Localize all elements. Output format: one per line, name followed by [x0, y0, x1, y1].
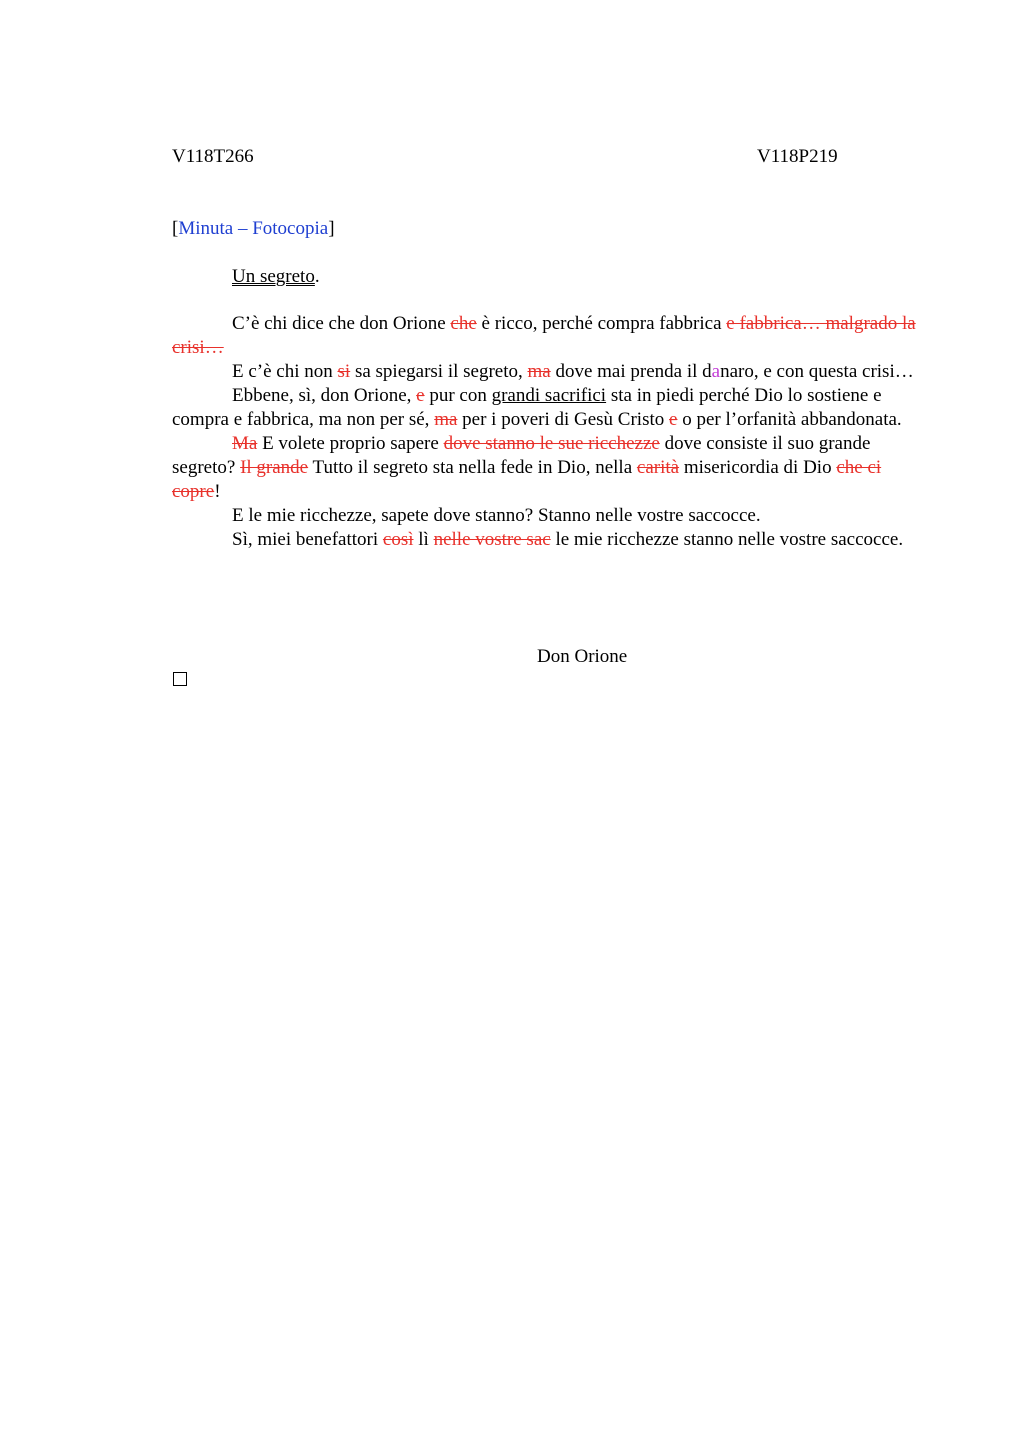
code-right: V118P219	[757, 146, 838, 167]
letter-body	[172, 312, 930, 552]
source-bracket-open: [	[172, 218, 179, 239]
paragraph-3	[172, 384, 930, 432]
deleted-text: Ma	[232, 433, 258, 454]
text-run: naro, e con questa crisi…	[720, 361, 914, 382]
text-run: sta in piedi perché Dio lo sostiene e compra e fabbrica, ma non per sé,	[172, 385, 882, 430]
deleted-text: che	[450, 313, 477, 334]
deleted-text: carità	[636, 457, 680, 478]
text-run: C’è chi dice che don Orione	[232, 313, 451, 334]
paragraph-5	[172, 504, 930, 528]
deleted-text: si	[337, 361, 351, 382]
deleted-text: ma	[434, 409, 458, 430]
text-run: o per l’orfanità abbandonata.	[677, 409, 902, 430]
text-run: dove consiste il suo grande segreto?	[172, 433, 871, 478]
text-run: !	[214, 481, 221, 502]
text-run: Ebbene, sì, don Orione,	[232, 385, 417, 406]
deleted-text: e	[416, 385, 425, 406]
signature: Don Orione	[537, 646, 628, 667]
deleted-text: e fabbrica… malgrado la crisi…	[172, 313, 916, 358]
text-run: pur con	[424, 385, 492, 406]
deleted-text: così	[382, 529, 414, 550]
paragraph-1	[172, 312, 930, 360]
deleted-text: Il grande	[240, 457, 309, 478]
deleted-text: che ci copre	[172, 457, 882, 502]
text-run: le mie ricchezze stanno nelle vostre saccocce.	[550, 529, 904, 550]
text-run: è ricco, perché compra fabbrica	[476, 313, 727, 334]
source-label: Minuta – Fotocopia	[178, 218, 329, 239]
paragraph-6	[172, 528, 930, 552]
deleted-text: dove stanno le sue ricchezze	[443, 433, 660, 454]
text-run: lì	[413, 529, 434, 550]
deleted-text: nelle vostre sac	[433, 529, 551, 550]
inserted-letter: a	[711, 361, 721, 382]
paragraph-4	[172, 432, 930, 504]
text-run: E le mie ricchezze, sapete dove stanno? Stanno nelle vostre saccocce.	[232, 505, 761, 526]
text-run: Sì, miei benefattori	[232, 529, 383, 550]
text-run: dove mai prenda il d	[550, 361, 712, 382]
text-run: sa spiegarsi il segreto,	[350, 361, 528, 382]
empty-square-icon	[173, 672, 187, 686]
code-left: V118T266	[172, 146, 254, 167]
title-punct: .	[314, 266, 320, 287]
deleted-text: e	[669, 409, 678, 430]
deleted-text: ma	[527, 361, 551, 382]
text-run: per i poveri di Gesù Cristo	[457, 409, 670, 430]
text-run: E c’è chi non	[232, 361, 338, 382]
underlined-text: grandi sacrifici	[491, 385, 607, 406]
document-title	[232, 266, 320, 288]
source-note	[172, 218, 335, 240]
title-text: Un segreto	[232, 266, 315, 287]
text-run: Tutto il segreto sta nella fede in Dio, nella	[308, 457, 637, 478]
paragraph-2	[172, 360, 930, 384]
text-run: misericordia di Dio	[679, 457, 837, 478]
source-bracket-close: ]	[328, 218, 335, 239]
text-run: E volete proprio sapere	[257, 433, 444, 454]
document-codes	[172, 146, 930, 170]
